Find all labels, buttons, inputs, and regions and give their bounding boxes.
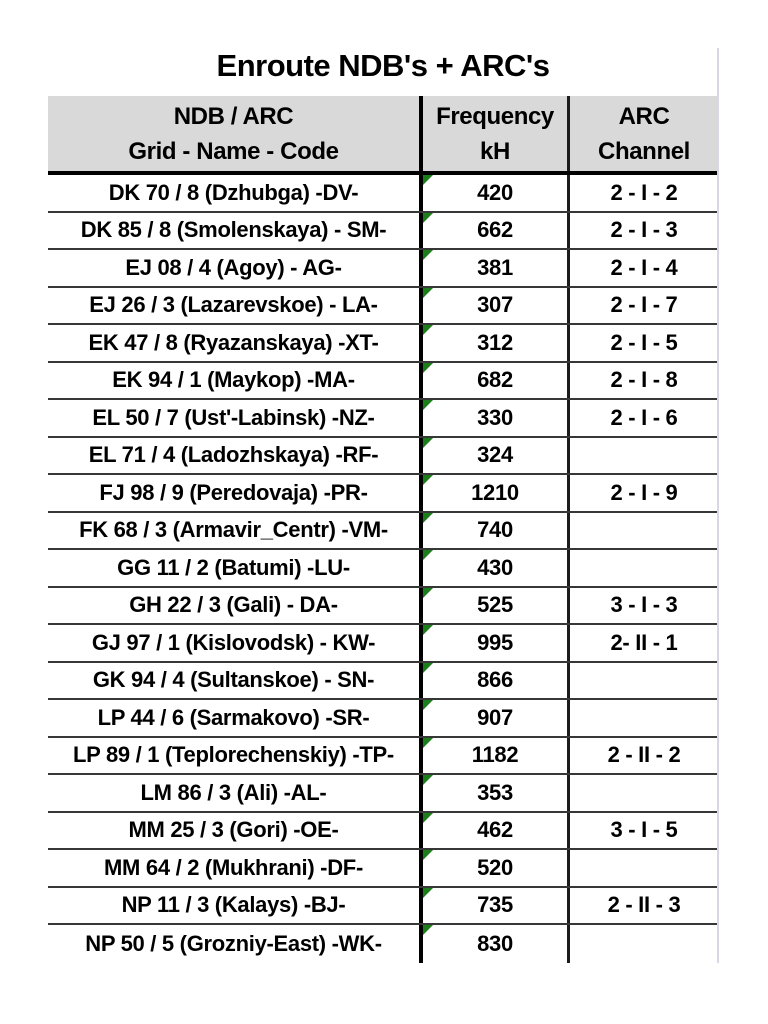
frequency-cell[interactable] xyxy=(423,513,570,549)
table-row xyxy=(48,663,718,701)
arc-channel-cell[interactable] xyxy=(570,438,718,474)
ndb-name-text: LM 86 / 3 (Ali) -AL- xyxy=(140,779,327,805)
ndb-name-cell[interactable] xyxy=(48,213,423,249)
table-row xyxy=(48,588,718,626)
arc-channel-cell[interactable] xyxy=(570,775,718,811)
header-arc-line1: ARC xyxy=(618,102,670,130)
ndb-name-text: EL 71 / 4 (Ladozhskaya) -RF- xyxy=(88,442,379,468)
table-row xyxy=(48,438,718,476)
arc-channel-cell[interactable] xyxy=(570,550,718,586)
ndb-name-cell[interactable] xyxy=(48,175,423,211)
table-row xyxy=(48,288,718,326)
frequency-cell[interactable] xyxy=(423,588,570,624)
ndb-name-text: EJ 08 / 4 (Agoy) - AG- xyxy=(125,254,342,280)
green-error-triangle-icon xyxy=(423,438,433,448)
arc-channel-text: 2 - I - 2 xyxy=(610,179,678,205)
arc-channel-cell[interactable] xyxy=(570,588,718,624)
ndb-name-text: EK 94 / 1 (Maykop) -MA- xyxy=(112,367,355,393)
ndb-name-cell[interactable] xyxy=(48,513,423,549)
table-row xyxy=(48,850,718,888)
table-row xyxy=(48,888,718,926)
ndb-name-cell[interactable] xyxy=(48,363,423,399)
table-body xyxy=(48,175,718,963)
ndb-name-cell[interactable] xyxy=(48,438,423,474)
frequency-text: 525 xyxy=(477,592,513,618)
ndb-name-cell[interactable] xyxy=(48,663,423,699)
arc-channel-cell[interactable] xyxy=(570,513,718,549)
ndb-name-cell[interactable] xyxy=(48,288,423,324)
arc-channel-cell[interactable] xyxy=(570,325,718,361)
frequency-cell[interactable] xyxy=(423,925,570,963)
frequency-text: 324 xyxy=(477,442,513,468)
frequency-text: 353 xyxy=(477,779,513,805)
frequency-cell[interactable] xyxy=(423,250,570,286)
arc-channel-cell[interactable] xyxy=(570,813,718,849)
frequency-text: 740 xyxy=(477,517,513,543)
frequency-text: 995 xyxy=(477,629,513,655)
header-ndb-line1: NDB / ARC xyxy=(173,102,294,130)
frequency-text: 420 xyxy=(477,179,513,205)
ndb-name-cell[interactable] xyxy=(48,625,423,661)
ndb-name-cell[interactable] xyxy=(48,250,423,286)
frequency-cell[interactable] xyxy=(423,663,570,699)
table-row xyxy=(48,813,718,851)
arc-channel-text: 2 - I - 9 xyxy=(610,479,678,505)
arc-channel-text: 3 - I - 3 xyxy=(610,592,678,618)
frequency-text: 830 xyxy=(477,930,513,956)
ndb-name-cell[interactable] xyxy=(48,813,423,849)
arc-channel-cell[interactable] xyxy=(570,888,718,924)
frequency-cell[interactable] xyxy=(423,325,570,361)
ndb-name-cell[interactable] xyxy=(48,400,423,436)
frequency-cell[interactable] xyxy=(423,288,570,324)
ndb-arc-table xyxy=(48,96,718,963)
frequency-text: 866 xyxy=(477,667,513,693)
green-error-triangle-icon xyxy=(423,700,433,710)
ndb-name-cell[interactable] xyxy=(48,738,423,774)
ndb-name-text: FK 68 / 3 (Armavir_Centr) -VM- xyxy=(79,517,388,543)
frequency-text: 462 xyxy=(477,817,513,843)
table-row xyxy=(48,513,718,551)
ndb-name-text: EK 47 / 8 (Ryazanskaya) -XT- xyxy=(88,329,379,355)
sheet-column-gridline xyxy=(717,48,719,963)
header-frequency-line2: kH xyxy=(480,137,510,165)
frequency-cell[interactable] xyxy=(423,775,570,811)
table-row xyxy=(48,325,718,363)
green-error-triangle-icon xyxy=(423,175,433,185)
green-error-triangle-icon xyxy=(423,888,433,898)
green-error-triangle-icon xyxy=(423,363,433,373)
ndb-name-text: LP 89 / 1 (Teplorechenskiy) -TP- xyxy=(73,742,394,768)
frequency-text: 330 xyxy=(477,404,513,430)
table-row xyxy=(48,550,718,588)
frequency-text: 907 xyxy=(477,704,513,730)
green-error-triangle-icon xyxy=(423,550,433,560)
arc-channel-text: 2 - I - 3 xyxy=(610,217,678,243)
table-row xyxy=(48,738,718,776)
green-error-triangle-icon xyxy=(423,663,433,673)
table-row xyxy=(48,475,718,513)
arc-channel-text: 2 - II - 3 xyxy=(607,892,681,918)
ndb-name-text: GH 22 / 3 (Gali) - DA- xyxy=(129,592,338,618)
arc-channel-cell[interactable] xyxy=(570,700,718,736)
frequency-text: 381 xyxy=(477,254,513,280)
green-error-triangle-icon xyxy=(423,850,433,860)
frequency-text: 312 xyxy=(477,329,513,355)
arc-channel-cell[interactable] xyxy=(570,475,718,511)
ndb-name-cell[interactable] xyxy=(48,550,423,586)
table-row xyxy=(48,213,718,251)
table-row xyxy=(48,363,718,401)
ndb-name-cell[interactable] xyxy=(48,325,423,361)
ndb-name-text: DK 70 / 8 (Dzhubga) -DV- xyxy=(108,179,359,205)
table-row xyxy=(48,625,718,663)
header-cell-ndb-arc[interactable] xyxy=(48,96,423,171)
ndb-name-cell[interactable] xyxy=(48,700,423,736)
frequency-cell[interactable] xyxy=(423,363,570,399)
frequency-cell[interactable] xyxy=(423,175,570,211)
green-error-triangle-icon xyxy=(423,325,433,335)
green-error-triangle-icon xyxy=(423,625,433,635)
ndb-name-cell[interactable] xyxy=(48,475,423,511)
ndb-name-text: GK 94 / 4 (Sultanskoe) - SN- xyxy=(92,667,375,693)
header-cell-arc-channel[interactable] xyxy=(570,96,718,171)
frequency-cell[interactable] xyxy=(423,813,570,849)
arc-channel-cell[interactable] xyxy=(570,175,718,211)
header-frequency-line1: Frequency xyxy=(436,102,554,130)
arc-channel-text: 2 - I - 8 xyxy=(610,367,678,393)
arc-channel-cell[interactable] xyxy=(570,738,718,774)
ndb-name-text: LP 44 / 6 (Sarmakovo) -SR- xyxy=(97,704,370,730)
green-error-triangle-icon xyxy=(423,588,433,598)
page-title: Enroute NDB's + ARC's xyxy=(216,48,550,83)
table-row xyxy=(48,775,718,813)
arc-channel-text: 2 - II - 2 xyxy=(607,742,681,768)
ndb-name-text: NP 50 / 5 (Grozniy-East) -WK- xyxy=(85,930,382,956)
ndb-name-text: GJ 97 / 1 (Kislovodsk) - KW- xyxy=(91,629,376,655)
arc-channel-text: 2- II - 1 xyxy=(610,629,678,655)
frequency-text: 682 xyxy=(477,367,513,393)
ndb-name-text: MM 25 / 3 (Gori) -OE- xyxy=(128,817,339,843)
ndb-name-cell[interactable] xyxy=(48,925,423,963)
frequency-cell[interactable] xyxy=(423,475,570,511)
header-arc-line2: Channel xyxy=(598,137,690,165)
ndb-name-text: MM 64 / 2 (Mukhrani) -DF- xyxy=(104,854,363,880)
green-error-triangle-icon xyxy=(423,738,433,748)
arc-channel-text: 2 - I - 6 xyxy=(610,404,678,430)
arc-channel-text: 2 - I - 4 xyxy=(610,254,678,280)
table-row xyxy=(48,925,718,963)
frequency-cell[interactable] xyxy=(423,888,570,924)
green-error-triangle-icon xyxy=(423,513,433,523)
green-error-triangle-icon xyxy=(423,925,433,935)
arc-channel-cell[interactable] xyxy=(570,400,718,436)
green-error-triangle-icon xyxy=(423,213,433,223)
green-error-triangle-icon xyxy=(423,250,433,260)
frequency-cell[interactable] xyxy=(423,625,570,661)
frequency-text: 430 xyxy=(477,554,513,580)
arc-channel-cell[interactable] xyxy=(570,213,718,249)
arc-channel-text: 2 - I - 5 xyxy=(610,329,678,355)
green-error-triangle-icon xyxy=(423,775,433,785)
green-error-triangle-icon xyxy=(423,400,433,410)
frequency-cell[interactable] xyxy=(423,738,570,774)
ndb-name-text: DK 85 / 8 (Smolenskaya) - SM- xyxy=(80,217,387,243)
ndb-name-cell[interactable] xyxy=(48,588,423,624)
frequency-cell[interactable] xyxy=(423,850,570,886)
frequency-cell[interactable] xyxy=(423,400,570,436)
arc-channel-cell[interactable] xyxy=(570,363,718,399)
frequency-text: 735 xyxy=(477,892,513,918)
arc-channel-text: 3 - I - 5 xyxy=(610,817,678,843)
frequency-cell[interactable] xyxy=(423,213,570,249)
frequency-text: 662 xyxy=(477,217,513,243)
ndb-name-text: GG 11 / 2 (Batumi) -LU- xyxy=(117,554,350,580)
ndb-name-text: FJ 98 / 9 (Peredovaja) -PR- xyxy=(99,479,368,505)
ndb-name-cell[interactable] xyxy=(48,888,423,924)
arc-channel-text: 2 - I - 7 xyxy=(610,292,678,318)
ndb-name-cell[interactable] xyxy=(48,775,423,811)
frequency-text: 307 xyxy=(477,292,513,318)
frequency-text: 520 xyxy=(477,854,513,880)
frequency-cell[interactable] xyxy=(423,700,570,736)
ndb-name-text: NP 11 / 3 (Kalays) -BJ- xyxy=(121,892,346,918)
frequency-cell[interactable] xyxy=(423,550,570,586)
arc-channel-cell[interactable] xyxy=(570,625,718,661)
table-header-row xyxy=(48,96,718,175)
arc-channel-cell[interactable] xyxy=(570,250,718,286)
frequency-cell[interactable] xyxy=(423,438,570,474)
ndb-name-text: EJ 26 / 3 (Lazarevskoe) - LA- xyxy=(89,292,378,318)
header-cell-frequency[interactable] xyxy=(423,96,570,171)
green-error-triangle-icon xyxy=(423,288,433,298)
ndb-name-text: EL 50 / 7 (Ust'-Labinsk) -NZ- xyxy=(92,404,375,430)
table-row xyxy=(48,175,718,213)
arc-channel-cell[interactable] xyxy=(570,288,718,324)
ndb-name-cell[interactable] xyxy=(48,850,423,886)
green-error-triangle-icon xyxy=(423,475,433,485)
table-row xyxy=(48,700,718,738)
arc-channel-cell[interactable] xyxy=(570,663,718,699)
table-row xyxy=(48,250,718,288)
green-error-triangle-icon xyxy=(423,813,433,823)
table-row xyxy=(48,400,718,438)
arc-channel-cell[interactable] xyxy=(570,925,718,963)
frequency-text: 1210 xyxy=(471,479,519,505)
arc-channel-cell[interactable] xyxy=(570,850,718,886)
frequency-text: 1182 xyxy=(471,742,519,768)
header-ndb-line2: Grid - Name - Code xyxy=(128,137,339,165)
